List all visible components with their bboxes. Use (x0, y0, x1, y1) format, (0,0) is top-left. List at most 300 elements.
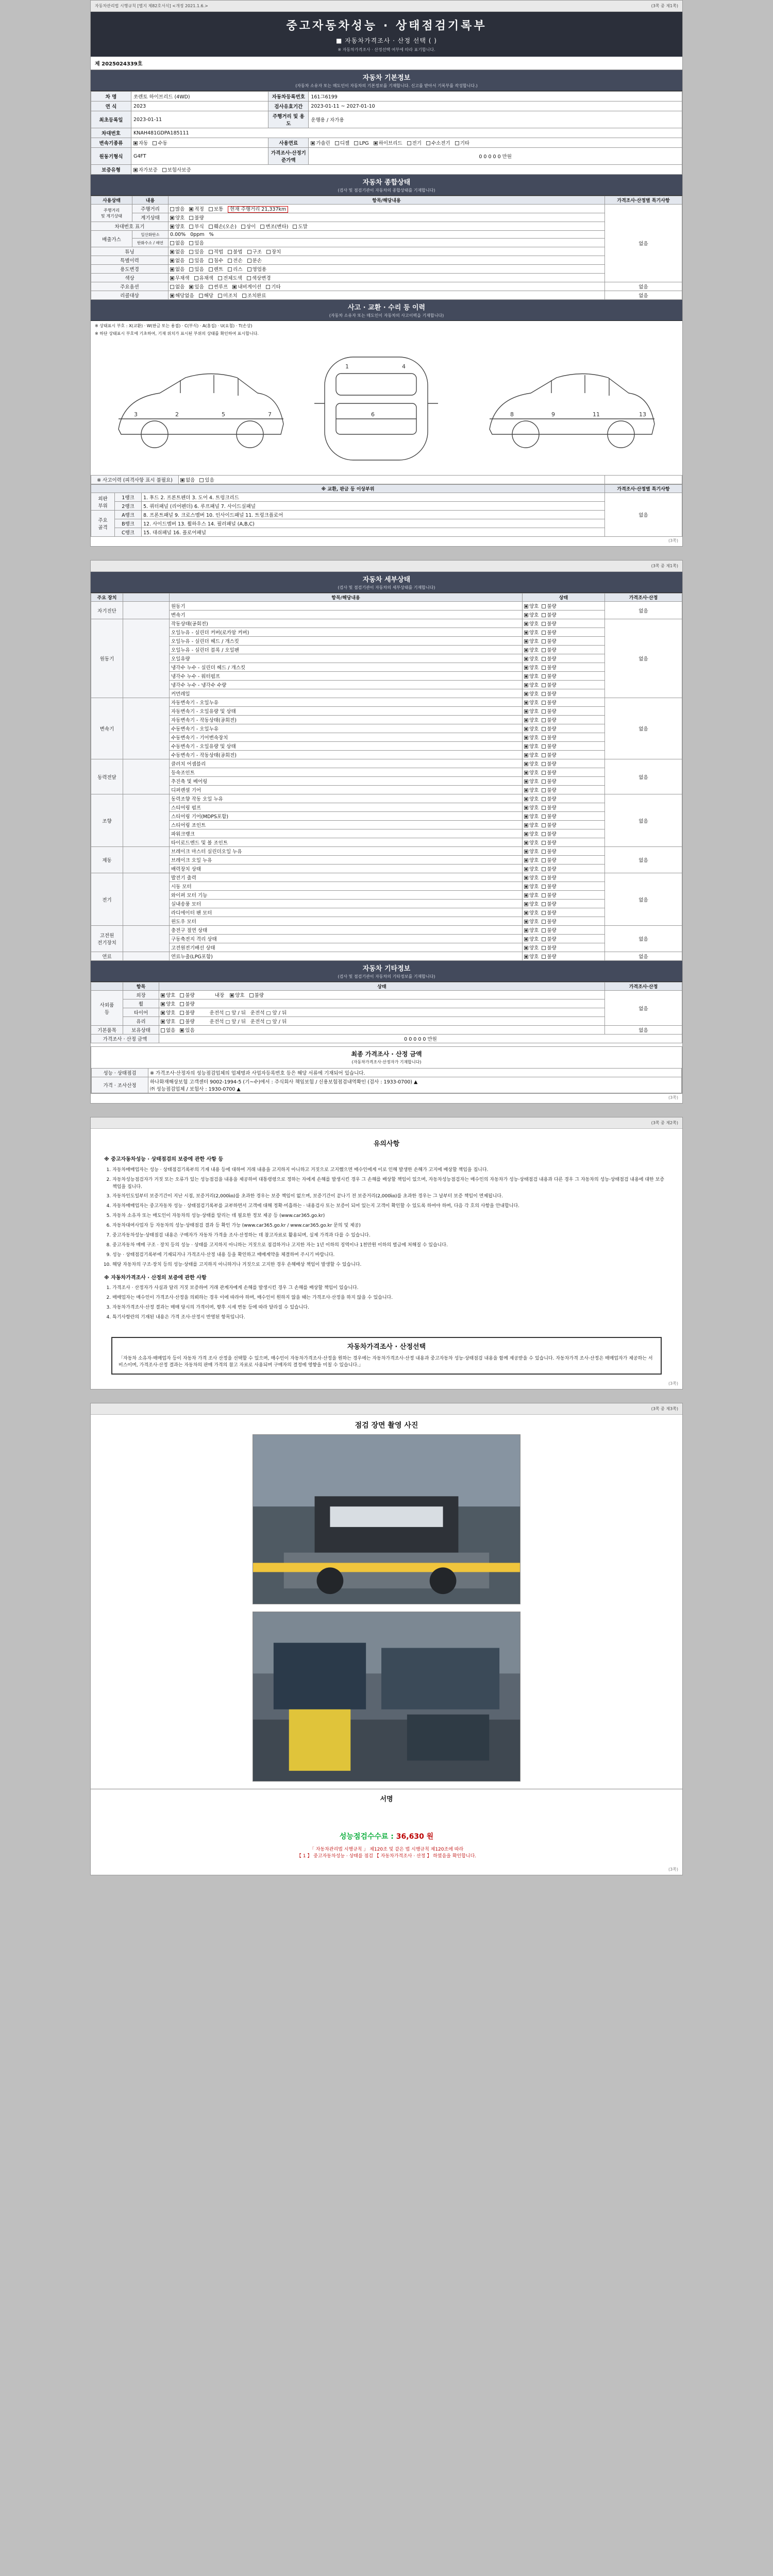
checkbox-recall-yes[interactable] (199, 294, 203, 298)
checkbox-status-good[interactable] (524, 639, 528, 643)
detail-item-status[interactable]: 양호 불량 (523, 794, 605, 803)
checkbox-history-yes[interactable] (189, 259, 193, 263)
checkbox-status-bad[interactable] (542, 631, 546, 635)
checkbox-status-bad[interactable] (542, 823, 546, 827)
detail-item-status[interactable]: 양호 불량 (523, 628, 605, 637)
page-2 (90, 560, 683, 1104)
notice-list-2 (112, 1285, 669, 1321)
detail-item-status[interactable]: 양호 불량 (523, 698, 605, 707)
detail-item-status[interactable]: 양호 불량 (523, 681, 605, 689)
checkbox-status-bad[interactable] (542, 762, 546, 766)
detail-item-status[interactable]: 양호 불량 (523, 777, 605, 786)
field-label: 검사유효기간 (268, 101, 309, 111)
checkbox-history-partial-loss[interactable] (247, 259, 251, 263)
checkbox-status-good[interactable] (524, 858, 528, 862)
checkbox-tire-good[interactable] (161, 1011, 165, 1015)
detail-item-status[interactable]: 양호 불량 (523, 847, 605, 856)
rank-label: B랭크 (115, 519, 142, 528)
checkbox-status-bad[interactable] (542, 937, 546, 941)
checkbox-usage-rent[interactable] (209, 267, 213, 272)
checkbox-status-good[interactable] (524, 797, 528, 801)
checkbox-recall-not-done[interactable] (218, 294, 222, 298)
col-header: 내용 (132, 196, 169, 205)
checkbox-status-bad[interactable] (542, 946, 546, 950)
detail-item-label: 고전원전기배선 상태 (170, 943, 523, 952)
checkbox-mileage-normal[interactable] (189, 207, 193, 211)
main-options[interactable]: 없음 있음 썬루프 내비게이션 기타 (169, 282, 605, 291)
checkbox-status-bad[interactable] (542, 885, 546, 889)
checkbox-manual-transmission[interactable] (153, 141, 157, 145)
svg-text:1: 1 (345, 363, 349, 370)
legal-footnote (91, 1846, 682, 1866)
checkbox-color-full-repaint[interactable] (218, 276, 222, 280)
final-price-table (91, 1068, 682, 1093)
legal-footnote-1: 「 자동차관리법 시행규칙 」 제120조 및 같은 법 시행규칙 제120조에 따라 (309, 1846, 464, 1852)
table-row (91, 724, 682, 733)
final-price-block (91, 1046, 682, 1094)
checkbox-status-good[interactable] (524, 841, 528, 845)
fuel-options[interactable]: 가솔린 디젤 LPG 하이브리드 전기 수소전기 기타 (309, 138, 682, 148)
checkbox-status-bad[interactable] (542, 815, 546, 819)
detail-item-label: 발전기 출력 (170, 873, 523, 882)
checkbox-status-good[interactable] (524, 788, 528, 792)
checkbox-insurance-warranty[interactable] (162, 168, 166, 172)
detail-item-status[interactable]: 양호 불량 (523, 759, 605, 768)
field-value: 2023 (131, 101, 268, 111)
detail-item-status[interactable]: 양호 불량 (523, 952, 605, 961)
field-label: 변속기종류 (91, 138, 131, 148)
table-row (91, 935, 682, 943)
detail-item-label: 타이로드엔드 및 볼 조인트 (170, 838, 523, 847)
recall-options[interactable]: 해당없음 해당 미조치 조치완료 (169, 291, 605, 300)
checkbox-wheel-bad[interactable] (180, 1002, 184, 1006)
detail-item-status[interactable]: 양호 불량 (523, 786, 605, 794)
table-row (91, 619, 682, 628)
checkbox-status-bad[interactable] (542, 928, 546, 933)
checkbox-usage-none[interactable] (170, 267, 174, 272)
checkbox-status-good[interactable] (524, 815, 528, 819)
detail-item-status[interactable]: 양호 불량 (523, 882, 605, 891)
checkbox-gauge-bad[interactable] (189, 216, 193, 220)
usage-change-options[interactable]: 없음 있음 렌트 리스 영업용 (169, 265, 605, 274)
detail-item-label: 냉각수 누수 - 워터펌프 (170, 672, 523, 681)
detail-item-status[interactable]: 양호 불량 (523, 637, 605, 646)
signature-area[interactable] (91, 1805, 682, 1829)
checkbox-status-good[interactable] (524, 876, 528, 880)
rank-label: 1랭크 (115, 493, 142, 502)
detail-item-status[interactable]: 양호 불량 (523, 619, 605, 628)
checkbox-status-bad[interactable] (542, 736, 546, 740)
checkbox-mileage-many[interactable] (170, 207, 174, 211)
checkbox-status-good[interactable] (524, 902, 528, 906)
checkbox-fuel-lpg[interactable] (354, 141, 358, 145)
field-label: 차대번호 (91, 128, 131, 138)
table-row (91, 952, 682, 961)
checkbox-emission-ng[interactable] (189, 241, 193, 245)
detail-item-label: 작동상태(공회전) (170, 619, 523, 628)
wheel-options[interactable]: 양호 불량 (159, 999, 605, 1008)
checkbox-fuel-diesel[interactable] (335, 141, 339, 145)
checkbox-option-none[interactable] (170, 285, 174, 289)
checkbox-tire-bad[interactable] (180, 1011, 184, 1015)
detail-item-status[interactable]: 양호 불량 (523, 943, 605, 952)
checkbox-status-bad[interactable] (542, 797, 546, 801)
page-4 (90, 1403, 683, 1875)
mileage-value: 현재 주행거리 21,337km (228, 206, 288, 213)
checkbox-status-good[interactable] (524, 946, 528, 950)
checkbox-wheel-good[interactable] (161, 1002, 165, 1006)
table-row (91, 274, 682, 282)
basic-items-options[interactable]: 없음 있음 (159, 1026, 605, 1035)
checkbox-status-bad[interactable] (542, 701, 546, 705)
checkbox-fuel-hydrogen[interactable] (426, 141, 430, 145)
checkbox-status-good[interactable] (524, 762, 528, 766)
accident-history-options[interactable]: 없음 있음 (179, 476, 605, 484)
checkbox-status-bad[interactable] (542, 648, 546, 652)
notice-subtitle-2: ※ 자동차가격조사 · 산정의 보증에 관한 사항 (104, 1275, 207, 1281)
checkbox-status-good[interactable] (524, 613, 528, 617)
checkbox-status-good[interactable] (524, 955, 528, 959)
checkbox-fuel-hybrid[interactable] (374, 141, 378, 145)
mileage-options[interactable]: 많음 적정 보통 현재 주행거리 21,337km (169, 205, 605, 213)
checkbox-status-good[interactable] (524, 709, 528, 714)
detail-item-status[interactable]: 양호 불량 (523, 821, 605, 829)
checkbox-tuning-legal[interactable] (209, 250, 213, 254)
col-header (91, 982, 123, 991)
checkbox-status-bad[interactable] (542, 666, 546, 670)
detail-item-status[interactable]: 양호 불량 (523, 908, 605, 917)
svg-text:7: 7 (268, 411, 272, 418)
table-row (91, 847, 682, 856)
checkbox-status-bad[interactable] (542, 622, 546, 626)
checkbox-status-good[interactable] (524, 911, 528, 915)
exchange-parts-table (91, 484, 682, 537)
accident-legend-2: ※ 하단 상태표시 부호에 기초하여, 기재 위치가 표시된 부위의 상태를 확인하여 표시합니다. (95, 331, 259, 336)
checkbox-recall-na[interactable] (170, 294, 174, 298)
checkbox-usage-lease[interactable] (228, 267, 232, 272)
row-label-vin: 차대번호 표기 (91, 222, 169, 231)
checkbox-status-bad[interactable] (542, 613, 546, 617)
checkbox-status-bad[interactable] (542, 832, 546, 836)
detail-item-status[interactable]: 양호 불량 (523, 733, 605, 742)
field-label: 자동차등록번호 (268, 92, 309, 101)
checkbox-recall-done[interactable] (242, 294, 246, 298)
checkbox-vin-erased[interactable] (293, 225, 297, 229)
glass-options[interactable]: 양호 불량 운전석 □ 앞 / 뒤 운전석 □ 앞 / 뒤 (159, 1017, 605, 1026)
checkbox-status-bad[interactable] (542, 709, 546, 714)
detail-item-status[interactable]: 양호 불량 (523, 724, 605, 733)
detail-item-status[interactable]: 양호 불량 (523, 768, 605, 777)
checkbox-status-bad[interactable] (542, 657, 546, 661)
detail-item-status[interactable]: 양호 불량 (523, 742, 605, 751)
checkbox-vin-damage[interactable] (209, 225, 213, 229)
vin-options[interactable]: 양호 부식 훼손(오손) 상이 변조(변타) 도말 (169, 222, 605, 231)
checkbox-status-bad[interactable] (542, 902, 546, 906)
checkbox-status-bad[interactable] (542, 674, 546, 679)
table-row (91, 943, 682, 952)
detail-item-status[interactable]: 양호 불량 (523, 926, 605, 935)
table-row (91, 672, 682, 681)
notice-item: 1. 자동차매매업자는 성능 · 상태점검기록부의 기재 내용 등에 대하여 거래 내용을 고지하지 아니하고 거짓으로 고지했으면 매수인에게 이로 인해 발생한 손해가 고지에 배상할 책임을 집니다. (112, 1167, 669, 1174)
detail-item-status[interactable]: 양호 불량 (523, 663, 605, 672)
detail-item-label: 오일누유 - 실린더 커버(로카암 커버) (170, 628, 523, 637)
checkbox-status-bad[interactable] (542, 893, 546, 897)
detail-item-status[interactable]: 양호 불량 (523, 856, 605, 865)
checkbox-interior-bad[interactable] (249, 993, 254, 997)
checkbox-exterior-bad[interactable] (180, 993, 184, 997)
checkbox-history-none[interactable] (170, 259, 174, 263)
table-row (91, 751, 682, 759)
checkbox-status-good[interactable] (524, 885, 528, 889)
checkbox-vin-different[interactable] (241, 225, 245, 229)
remark-cell: 없음 (605, 493, 682, 537)
checkbox-status-good[interactable] (524, 657, 528, 661)
checkbox-status-bad[interactable] (542, 911, 546, 915)
detail-item-status[interactable]: 양호 불량 (523, 646, 605, 654)
checkbox-status-good[interactable] (524, 692, 528, 696)
checkbox-self-warranty[interactable] (133, 168, 138, 172)
checkbox-status-bad[interactable] (542, 753, 546, 757)
checkbox-status-good[interactable] (524, 753, 528, 757)
svg-text:3: 3 (134, 411, 138, 418)
detail-item-label: 수동변속기 - 오일유량 및 상태 (170, 742, 523, 751)
exterior-options[interactable]: 양호 불량 내장 양호 불량 (159, 991, 605, 999)
tire-options[interactable]: 양호 불량 운전석 □ 앞 / 뒤 운전석 □ 앞 / 뒤 (159, 1008, 605, 1017)
checkbox-status-bad[interactable] (542, 858, 546, 862)
detail-item-label: 브레이크 오일 누유 (170, 856, 523, 865)
checkbox-vin-modified[interactable] (260, 225, 264, 229)
checkbox-status-bad[interactable] (542, 806, 546, 810)
detail-group-label: 자기진단 (91, 602, 123, 619)
checkbox-emission-ok[interactable] (170, 241, 174, 245)
detail-group-label: 제동 (91, 847, 123, 873)
detail-item-status[interactable]: 양호 불량 (523, 838, 605, 847)
checkbox-status-good[interactable] (524, 823, 528, 827)
checkbox-tuning-device[interactable] (266, 250, 271, 254)
checkbox-status-bad[interactable] (542, 683, 546, 687)
page-footer: (3쪽) (668, 538, 678, 543)
page-top-bar (91, 561, 682, 572)
checkbox-usage-commercial[interactable] (247, 267, 251, 272)
checkbox-exterior-good[interactable] (161, 993, 165, 997)
car-diagram-svg (93, 342, 680, 470)
page-top-bar (91, 1403, 682, 1415)
checkbox-vin-good[interactable] (170, 225, 174, 229)
checkbox-status-bad[interactable] (542, 639, 546, 643)
checkbox-option-yes[interactable] (189, 285, 193, 289)
table-row (91, 628, 682, 637)
checkbox-status-good[interactable] (524, 893, 528, 897)
remark-cell: 없음 (605, 794, 682, 847)
checkbox-auto-transmission[interactable] (133, 141, 138, 145)
checkbox-mileage-few[interactable] (209, 207, 213, 211)
checkbox-status-bad[interactable] (542, 692, 546, 696)
checkbox-status-good[interactable] (524, 648, 528, 652)
checkbox-status-bad[interactable] (542, 771, 546, 775)
detail-item-status[interactable]: 양호 불량 (523, 611, 605, 619)
table-row (91, 1026, 682, 1035)
checkbox-option-sunroof[interactable] (209, 285, 213, 289)
checkbox-tuning-none[interactable] (170, 250, 174, 254)
field-value: 쏘렌토 하이브리드 (4WD) (131, 92, 268, 101)
checkbox-basic-yes[interactable] (180, 1028, 184, 1032)
checkbox-status-good[interactable] (524, 937, 528, 941)
checkbox-status-good[interactable] (524, 744, 528, 749)
table-row (91, 900, 682, 908)
notice-item: 10. 해당 자동차의 구조·장치 등의 성능·상태를 고지하지 아니하거나 거짓으로 고지한 경우 손해배상 책임이 발생할 수 있습니다. (112, 1262, 669, 1269)
checkbox-status-good[interactable] (524, 771, 528, 775)
warranty-options[interactable]: 자가보증 보험사보증 (131, 165, 682, 175)
detail-item-status[interactable]: 양호 불량 (523, 716, 605, 724)
detail-group-label: 연료 (91, 952, 123, 961)
remark-cell: 없음 (605, 873, 682, 926)
checkbox-status-good[interactable] (524, 631, 528, 635)
checkbox-status-bad[interactable] (542, 920, 546, 924)
table-row (91, 1017, 682, 1026)
table-row (91, 707, 682, 716)
checkbox-status-good[interactable] (524, 622, 528, 626)
gauge-options[interactable]: 양호 불량 (169, 213, 605, 222)
checkbox-status-good[interactable] (524, 832, 528, 836)
checkbox-history-flood[interactable] (209, 259, 213, 263)
field-label: 원동기형식 (91, 148, 131, 165)
checkbox-tuning-structure[interactable] (247, 250, 251, 254)
checkbox-status-good[interactable] (524, 920, 528, 924)
table-row (92, 1077, 682, 1093)
checkbox-status-bad[interactable] (542, 867, 546, 871)
detail-item-label: 연료누출(LPG포함) (170, 952, 523, 961)
detail-item-status[interactable]: 양호 불량 (523, 865, 605, 873)
checkbox-status-bad[interactable] (542, 604, 546, 608)
detail-item-status[interactable]: 양호 불량 (523, 935, 605, 943)
checkbox-status-good[interactable] (524, 718, 528, 722)
rank-label: C랭크 (115, 528, 142, 537)
price-value: 0 0 0 0 0 만원 (159, 1035, 682, 1043)
checkbox-interior-good[interactable] (230, 993, 234, 997)
checkbox-status-bad[interactable] (542, 744, 546, 749)
table-row (91, 646, 682, 654)
checkbox-fuel-etc[interactable] (455, 141, 459, 145)
checkbox-status-good[interactable] (524, 736, 528, 740)
checkbox-glass-good[interactable] (161, 1020, 165, 1024)
checkbox-status-good[interactable] (524, 666, 528, 670)
checkbox-basic-none[interactable] (161, 1028, 165, 1032)
detail-item-status[interactable]: 양호 불량 (523, 602, 605, 611)
checkbox-vin-corrosion[interactable] (189, 225, 193, 229)
table-row (91, 865, 682, 873)
checkbox-status-good[interactable] (524, 779, 528, 784)
notice-item: 2. 매매업자는 매수인이 가격조사·산정을 의뢰하는 경우 이에 따라야 하며, 매수인이 원하지 않을 때는 가격조사·산정을 하지 않을 수 있습니다. (112, 1295, 669, 1302)
emission-options[interactable]: 없음 있음 (169, 239, 605, 247)
parts-text: 8. 프론트패널 9. 크로스멤버 10. 인사이드패널 11. 트렁크플로어 (142, 511, 605, 519)
checkbox-status-bad[interactable] (542, 876, 546, 880)
checkbox-status-bad[interactable] (542, 727, 546, 731)
table-row (91, 829, 682, 838)
checkbox-status-good[interactable] (524, 867, 528, 871)
detail-item-label: 동력조향 작동 오일 누유 (170, 794, 523, 803)
checkbox-option-navigation[interactable] (232, 285, 237, 289)
checkbox-color-changed[interactable] (247, 276, 251, 280)
tuning-options[interactable]: 없음 있음 적법 불법 구조 장치 (169, 247, 605, 256)
checkbox-status-good[interactable] (524, 701, 528, 705)
detail-item-status[interactable]: 양호 불량 (523, 751, 605, 759)
checkbox-color-chromatic[interactable] (194, 276, 198, 280)
detail-item-status[interactable]: 양호 불량 (523, 707, 605, 716)
checkbox-usage-yes[interactable] (189, 267, 193, 272)
detail-item-status[interactable]: 양호 불량 (523, 829, 605, 838)
checkbox-status-good[interactable] (524, 674, 528, 679)
checkbox-status-bad[interactable] (542, 850, 546, 854)
detail-item-label: 파워크랭크 (170, 829, 523, 838)
table-row (91, 602, 682, 611)
detail-item-status[interactable]: 양호 불량 (523, 873, 605, 882)
detail-state-table (91, 593, 682, 961)
page-top-bar (91, 1117, 682, 1129)
detail-group-label: 원동기 (91, 619, 123, 698)
detail-item-label: 실내송풍 모터 (170, 900, 523, 908)
checkbox-fuel-electric[interactable] (407, 141, 411, 145)
checkbox-status-bad[interactable] (542, 718, 546, 722)
checkbox-gauge-good[interactable] (170, 216, 174, 220)
checkbox-history-total-loss[interactable] (228, 259, 232, 263)
detail-item-status[interactable]: 양호 불량 (523, 672, 605, 681)
detail-item-status[interactable]: 양호 불량 (523, 803, 605, 812)
table-row (91, 742, 682, 751)
checkbox-status-good[interactable] (524, 850, 528, 854)
basic-info-table (91, 91, 682, 175)
checkbox-glass-bad[interactable] (180, 1020, 184, 1024)
detail-item-status[interactable]: 양호 불량 (523, 689, 605, 698)
checkbox-accident-none[interactable] (180, 478, 184, 482)
checkbox-status-bad[interactable] (542, 955, 546, 959)
checkbox-option-etc[interactable] (266, 285, 270, 289)
checkbox-status-good[interactable] (524, 806, 528, 810)
detail-item-status[interactable]: 양호 불량 (523, 900, 605, 908)
table-row (91, 681, 682, 689)
checkbox-fuel-gasoline[interactable] (311, 141, 315, 145)
checkbox-status-good[interactable] (524, 928, 528, 933)
inspection-photo-2 (253, 1612, 520, 1782)
col-header (123, 594, 170, 602)
checkbox-tuning-illegal[interactable] (228, 250, 232, 254)
color-options[interactable]: 무채색 유채색 전체도색 색상변경 (169, 274, 605, 282)
row-label-special-history: 특별이력 (91, 256, 169, 265)
checkbox-color-achromatic[interactable] (170, 276, 174, 280)
checkbox-status-bad[interactable] (542, 841, 546, 845)
group-label-exterior: 사외품 등 (91, 991, 123, 1026)
checkbox-status-good[interactable] (524, 727, 528, 731)
page-3 (90, 1117, 683, 1389)
checkbox-tuning-yes[interactable] (189, 250, 193, 254)
detail-item-status[interactable]: 양호 불량 (523, 812, 605, 821)
special-history-options[interactable]: 없음 있음 침수 전손 분손 (169, 256, 605, 265)
transmission-options[interactable]: 자동 수동 (131, 138, 268, 148)
checkbox-status-bad[interactable] (542, 788, 546, 792)
notice-item: 9. 성능 · 상태점검기록부에 기재되거나 가격조사·산정 내용 등을 확인하고 매매계약을 체결하여 주시기 바랍니다. (112, 1252, 669, 1259)
table-row (91, 991, 682, 999)
checkbox-status-good[interactable] (524, 604, 528, 608)
checkbox-status-good[interactable] (524, 683, 528, 687)
remark-cell: 없음 (605, 619, 682, 698)
checkbox-accident-yes[interactable] (199, 478, 204, 482)
checkbox-status-bad[interactable] (542, 779, 546, 784)
detail-item-status[interactable]: 양호 불량 (523, 917, 605, 926)
detail-item-status[interactable]: 양호 불량 (523, 891, 605, 900)
svg-text:6: 6 (371, 411, 375, 418)
detail-item-status[interactable]: 양호 불량 (523, 654, 605, 663)
table-row (91, 856, 682, 865)
table-row (91, 873, 682, 882)
